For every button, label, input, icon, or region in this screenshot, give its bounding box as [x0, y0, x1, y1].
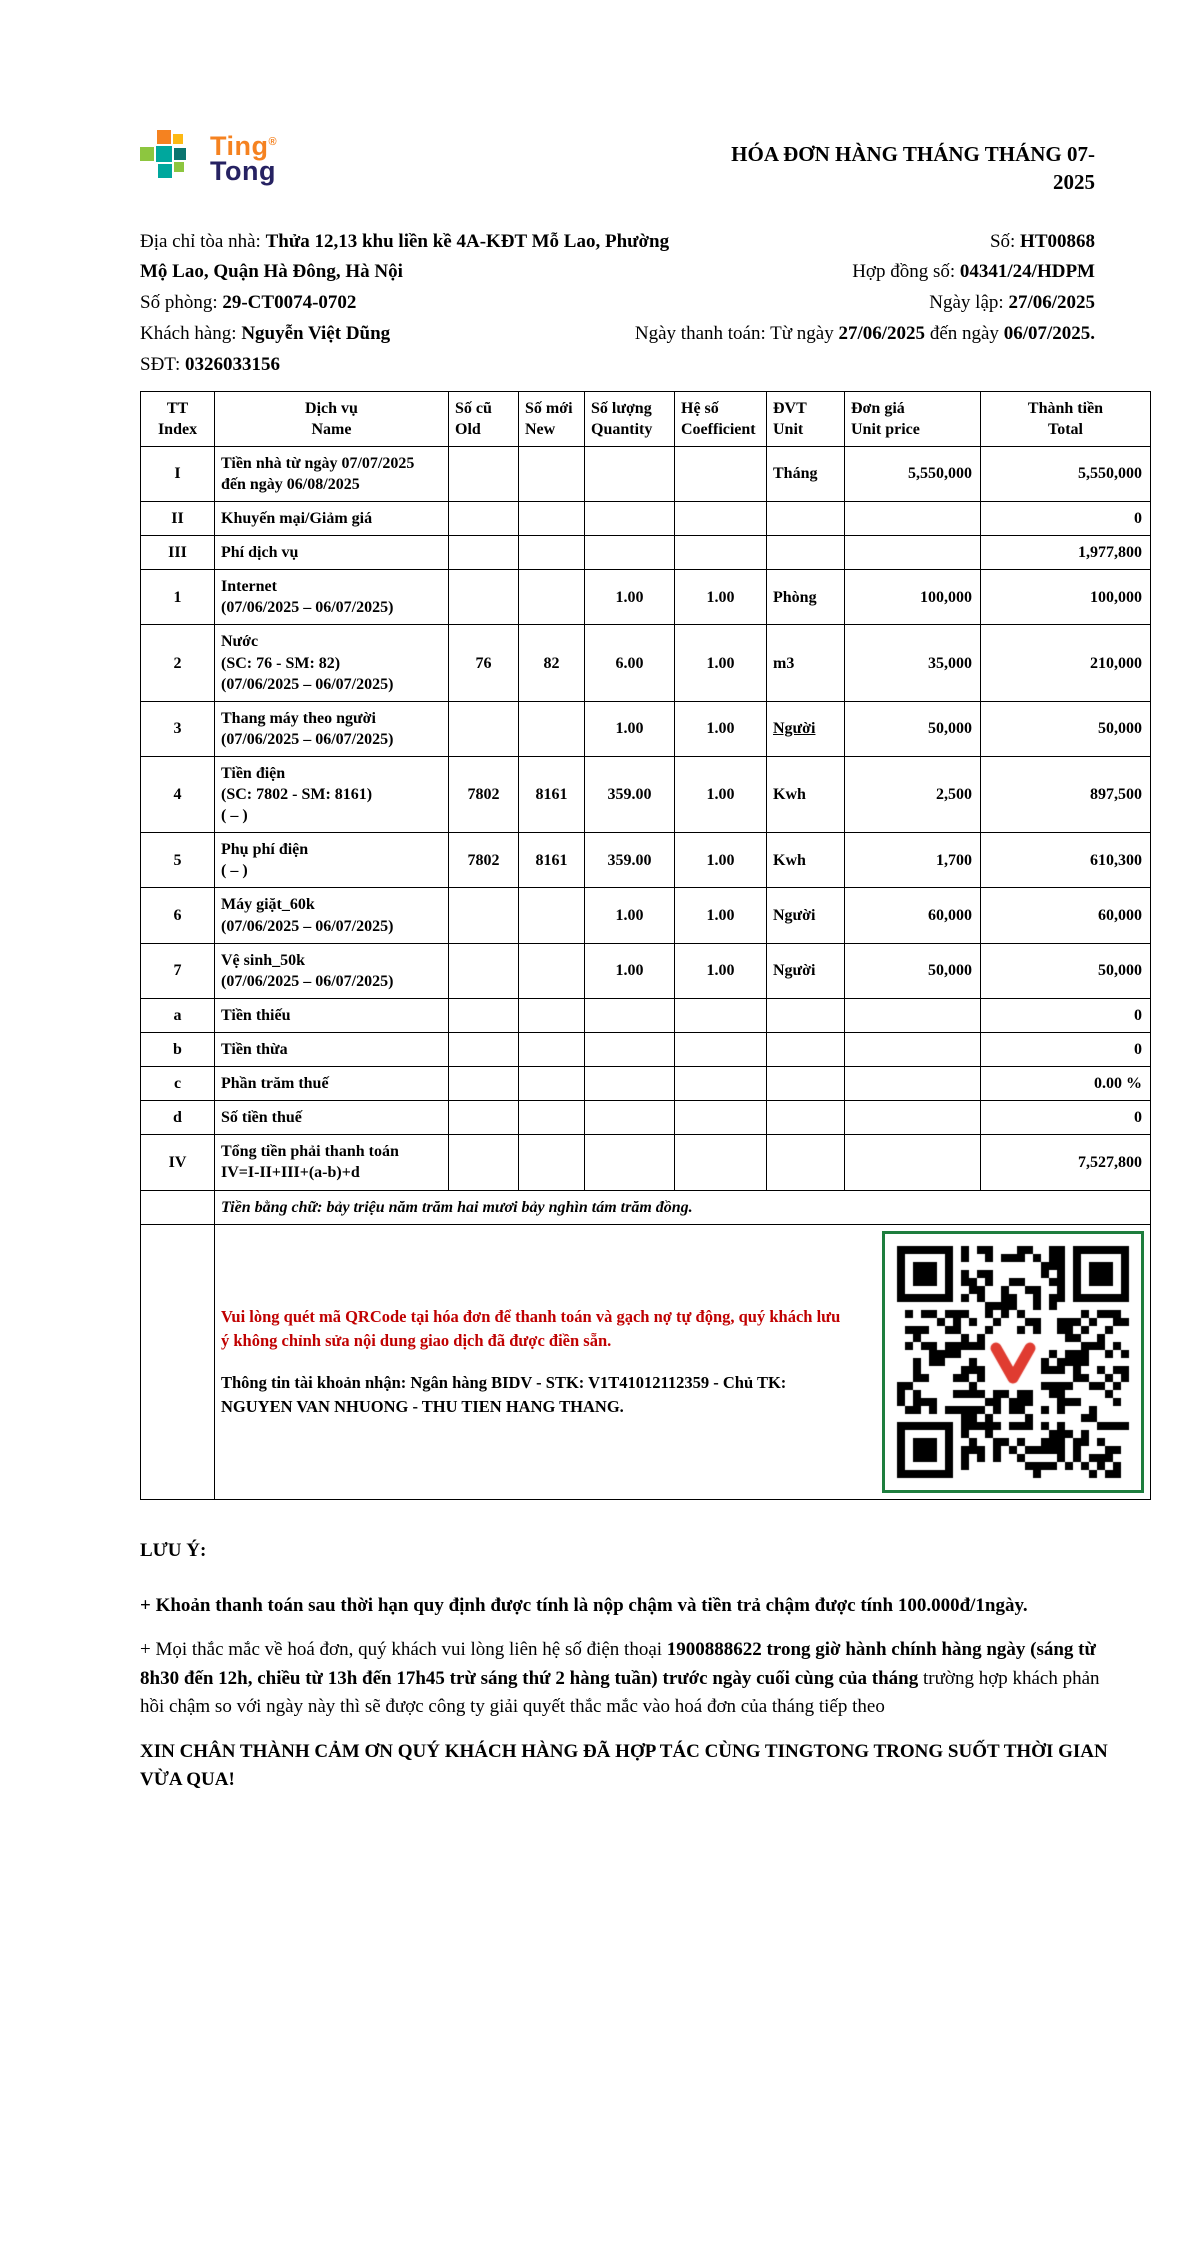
cell-unit: Phòng — [767, 570, 845, 625]
cell-qty — [585, 501, 675, 535]
table-row — [141, 756, 1151, 832]
cell-new — [519, 998, 585, 1032]
cell-total: 0 — [981, 501, 1151, 535]
cell-coef — [675, 536, 767, 570]
meta-row — [140, 288, 1095, 319]
cell-total: 1,977,800 — [981, 536, 1151, 570]
cell-tt: 5 — [141, 833, 215, 888]
payment-info-cell — [215, 1224, 1151, 1499]
cell-new — [519, 1033, 585, 1067]
cell-qty: 1.00 — [585, 888, 675, 943]
cell-name: Tiền thiếu — [215, 998, 449, 1032]
cell-name: Phí dịch vụ — [215, 536, 449, 570]
cell-price — [845, 1101, 981, 1135]
cell-new — [519, 536, 585, 570]
meta-row — [140, 319, 1095, 350]
cell-old: 7802 — [449, 833, 519, 888]
table-row — [141, 1135, 1151, 1190]
cell-tt: I — [141, 446, 215, 501]
cell-price: 5,550,000 — [845, 446, 981, 501]
cell-old — [449, 501, 519, 535]
table-row — [141, 998, 1151, 1032]
cell-unit — [767, 1135, 845, 1190]
cell-tt: 1 — [141, 570, 215, 625]
column-header: Số lượng Quantity — [585, 391, 675, 446]
cell-old: 76 — [449, 625, 519, 701]
room-number: Số phòng: 29-CT0074-0702 — [140, 292, 357, 314]
cell-tt: II — [141, 501, 215, 535]
contract-number: Hợp đồng số: 04341/24/HDPM — [852, 261, 1095, 283]
tingtong-logo-text — [210, 131, 278, 186]
cell-name: Phụ phí điện ( – ) — [215, 833, 449, 888]
meta-row — [140, 350, 1095, 381]
cell-qty — [585, 536, 675, 570]
table-row — [141, 833, 1151, 888]
cell-name: Tổng tiền phải thanh toán IV=I-II+III+(a-b)+d — [215, 1135, 449, 1190]
cell-old — [449, 943, 519, 998]
cell-old — [449, 701, 519, 756]
cell-price — [845, 501, 981, 535]
cell-qty — [585, 1101, 675, 1135]
cell-price — [845, 1033, 981, 1067]
invoice-title: HÓA ĐƠN HÀNG THÁNG THÁNG 07-2025 — [731, 142, 1095, 195]
cell-total: 0 — [981, 1033, 1151, 1067]
cell-total: 610,300 — [981, 833, 1151, 888]
cell-price: 1,700 — [845, 833, 981, 888]
cell-qty: 359.00 — [585, 756, 675, 832]
thank-you-note: XIN CHÂN THÀNH CẢM ƠN QUÝ KHÁCH HÀNG ĐÃ HỢP TÁC CÙNG TINGTONG TRONG SUỐT THỜI GIAN VỪA QUA! — [140, 1740, 1108, 1791]
cell-qty — [585, 1067, 675, 1101]
cell-tt: 2 — [141, 625, 215, 701]
table-row — [141, 888, 1151, 943]
table-row — [141, 701, 1151, 756]
cell-qty: 359.00 — [585, 833, 675, 888]
cell-total: 0 — [981, 1101, 1151, 1135]
cell-tt: 6 — [141, 888, 215, 943]
building-address-line2: Mộ Lao, Quận Hà Đông, Hà Nội — [140, 261, 403, 283]
logo-line-ting: Ting® — [210, 131, 278, 162]
cell-unit — [767, 1067, 845, 1101]
amount-in-words: Tiền bằng chữ: bảy triệu năm trăm hai mươi bảy nghìn tám trăm đồng. — [215, 1190, 1151, 1224]
cell-qty — [585, 998, 675, 1032]
logo-line-tong: Tong — [210, 156, 276, 186]
invoice-table — [140, 391, 1151, 1500]
qr-code — [882, 1231, 1144, 1493]
tingtong-logo — [140, 130, 277, 188]
qr-row — [141, 1224, 1151, 1499]
cell-new — [519, 1101, 585, 1135]
cell-name: Vệ sinh_50k (07/06/2025 – 06/07/2025) — [215, 943, 449, 998]
table-row — [141, 625, 1151, 701]
cell-old — [449, 1033, 519, 1067]
column-header: Số mới New — [519, 391, 585, 446]
cell-name: Thang máy theo người (07/06/2025 – 06/07/2025) — [215, 701, 449, 756]
cell-price — [845, 1135, 981, 1190]
cell-total: 7,527,800 — [981, 1135, 1151, 1190]
bank-account-info: Thông tin tài khoản nhận: Ngân hàng BIDV - STK: V1T41012112359 - Chủ TK: NGUYEN VAN NHUONG - THU TIEN HANG THANG. — [221, 1372, 787, 1416]
table-row — [141, 570, 1151, 625]
payment-texts — [221, 1305, 848, 1419]
cell-name: Máy giặt_60k (07/06/2025 – 06/07/2025) — [215, 888, 449, 943]
cell-unit — [767, 1101, 845, 1135]
column-header: Hệ số Coefficient — [675, 391, 767, 446]
cell-unit — [767, 1033, 845, 1067]
cell-total: 50,000 — [981, 943, 1151, 998]
issue-date: Ngày lập: 27/06/2025 — [929, 292, 1095, 314]
cell-total: 60,000 — [981, 888, 1151, 943]
tingtong-logo-icon — [140, 130, 200, 188]
cell-price: 35,000 — [845, 625, 981, 701]
cell-price — [845, 1067, 981, 1101]
table-row — [141, 1067, 1151, 1101]
cell-unit: Người — [767, 701, 845, 756]
cell-tt: b — [141, 1033, 215, 1067]
cell-qty — [585, 1033, 675, 1067]
cell-price: 60,000 — [845, 888, 981, 943]
table-row — [141, 943, 1151, 998]
customer-phone: SĐT: 0326033156 — [140, 353, 280, 375]
amount-in-words-row — [141, 1190, 1151, 1224]
cell-tt: 4 — [141, 756, 215, 832]
cell-name: Internet (07/06/2025 – 06/07/2025) — [215, 570, 449, 625]
table-row — [141, 536, 1151, 570]
cell-coef: 1.00 — [675, 701, 767, 756]
cell-coef — [675, 1067, 767, 1101]
cell-coef: 1.00 — [675, 888, 767, 943]
cell-new — [519, 1067, 585, 1101]
cell-new: 8161 — [519, 833, 585, 888]
invoice-meta — [140, 227, 1095, 381]
cell-new — [519, 888, 585, 943]
cell-coef: 1.00 — [675, 625, 767, 701]
cell-new — [519, 446, 585, 501]
column-header: Dịch vụ Name — [215, 391, 449, 446]
cell-old — [449, 446, 519, 501]
cell-qty — [585, 446, 675, 501]
cell-coef — [675, 501, 767, 535]
cell-coef: 1.00 — [675, 570, 767, 625]
cell-price: 2,500 — [845, 756, 981, 832]
cell-coef — [675, 1033, 767, 1067]
cell-new — [519, 570, 585, 625]
cell-unit: Người — [767, 888, 845, 943]
late-payment-note: + Khoản thanh toán sau thời hạn quy định được tính là nộp chậm và tiền trả chậm được tính 100.000đ/1ngày. — [140, 1594, 1028, 1616]
cell-coef — [675, 446, 767, 501]
table-row — [141, 501, 1151, 535]
cell-coef: 1.00 — [675, 833, 767, 888]
cell-qty: 1.00 — [585, 701, 675, 756]
cell-name: Số tiền thuế — [215, 1101, 449, 1135]
cell-price — [845, 536, 981, 570]
cell-unit — [767, 998, 845, 1032]
cell-old — [449, 570, 519, 625]
cell-coef — [675, 998, 767, 1032]
cell-unit — [767, 536, 845, 570]
cell-empty — [141, 1190, 215, 1224]
cell-tt: 3 — [141, 701, 215, 756]
table-row — [141, 446, 1151, 501]
cell-new: 8161 — [519, 756, 585, 832]
cell-old — [449, 1135, 519, 1190]
cell-tt: a — [141, 998, 215, 1032]
cell-tt: III — [141, 536, 215, 570]
cell-tt: IV — [141, 1135, 215, 1190]
table-row — [141, 1101, 1151, 1135]
cell-name: Nước (SC: 76 - SM: 82) (07/06/2025 – 06/07/2025) — [215, 625, 449, 701]
cell-name: Tiền điện (SC: 7802 - SM: 8161) ( – ) — [215, 756, 449, 832]
cell-price — [845, 998, 981, 1032]
cell-old — [449, 888, 519, 943]
table-row — [141, 1033, 1151, 1067]
column-header: Đơn giá Unit price — [845, 391, 981, 446]
cell-old — [449, 1067, 519, 1101]
cell-unit: Tháng — [767, 446, 845, 501]
cell-name: Phần trăm thuế — [215, 1067, 449, 1101]
cell-old: 7802 — [449, 756, 519, 832]
cell-coef — [675, 1135, 767, 1190]
customer-name: Khách hàng: Nguyễn Việt Dũng — [140, 322, 391, 344]
building-address-line1: Địa chỉ tòa nhà: Thửa 12,13 khu liền kề 4A-KĐT Mỗ Lao, Phường — [140, 230, 670, 252]
notes-label: LƯU Ý: — [140, 1539, 207, 1561]
invoice-table-body — [141, 446, 1151, 1190]
invoice-table-footer — [141, 1190, 1151, 1499]
qr-payment-notice: Vui lòng quét mã QRCode tại hóa đơn để thanh toán và gạch nợ tự động, quý khách lưu ý không chỉnh sửa nội dung giao dịch đã được điền sẵn. — [221, 1306, 841, 1350]
cell-new — [519, 943, 585, 998]
cell-qty — [585, 1135, 675, 1190]
cell-total: 50,000 — [981, 701, 1151, 756]
cell-price: 100,000 — [845, 570, 981, 625]
cell-total: 897,500 — [981, 756, 1151, 832]
invoice-number: Số: HT00868 — [989, 230, 1095, 252]
cell-qty: 1.00 — [585, 943, 675, 998]
cell-tt: c — [141, 1067, 215, 1101]
column-header: Số cũ Old — [449, 391, 519, 446]
cell-empty — [141, 1224, 215, 1499]
cell-name: Khuyến mại/Giảm giá — [215, 501, 449, 535]
cell-unit — [767, 501, 845, 535]
footer-notes — [140, 1540, 1115, 1795]
cell-price: 50,000 — [845, 943, 981, 998]
cell-name: Tiền nhà từ ngày 07/07/2025 đến ngày 06/08/2025 — [215, 446, 449, 501]
cell-total: 100,000 — [981, 570, 1151, 625]
cell-unit: Người — [767, 943, 845, 998]
table-header-row — [141, 391, 1151, 446]
cell-old — [449, 998, 519, 1032]
cell-coef: 1.00 — [675, 943, 767, 998]
cell-coef — [675, 1101, 767, 1135]
meta-row — [140, 227, 1095, 258]
cell-new: 82 — [519, 625, 585, 701]
column-header: ĐVT Unit — [767, 391, 845, 446]
cell-unit: Kwh — [767, 833, 845, 888]
cell-total: 0 — [981, 998, 1151, 1032]
cell-tt: 7 — [141, 943, 215, 998]
cell-old — [449, 536, 519, 570]
qr-code-image — [889, 1238, 1137, 1486]
cell-coef: 1.00 — [675, 756, 767, 832]
cell-total: 210,000 — [981, 625, 1151, 701]
cell-new — [519, 501, 585, 535]
cell-name: Tiền thừa — [215, 1033, 449, 1067]
column-header: Thành tiền Total — [981, 391, 1151, 446]
cell-new — [519, 1135, 585, 1190]
cell-qty: 6.00 — [585, 625, 675, 701]
cell-total: 0.00 % — [981, 1067, 1151, 1101]
payment-period: Ngày thanh toán: Từ ngày 27/06/2025 đến ngày 06/07/2025. — [634, 322, 1095, 344]
cell-old — [449, 1101, 519, 1135]
cell-total: 5,550,000 — [981, 446, 1151, 501]
cell-qty: 1.00 — [585, 570, 675, 625]
cell-price: 50,000 — [845, 701, 981, 756]
cell-new — [519, 701, 585, 756]
cell-unit: m3 — [767, 625, 845, 701]
meta-row — [140, 257, 1095, 288]
contact-note: + Mọi thắc mắc về hoá đơn, quý khách vui lòng liên hệ số điện thoại 1900888622 trong giờ hành chính hàng ngày (sáng từ 8h30 đến 12h, chiều từ 13h đến 17h45 trừ sáng thứ 2 hàng tuần) trước ngày cuối cùng của tháng trường hợp khách phản hồi chậm so với ngày này thì sẽ được công ty giải quyết thắc mắc vào hoá đơn của tháng tiếp theo — [140, 1639, 1100, 1718]
column-header: TT Index — [141, 391, 215, 446]
page-header — [0, 0, 1200, 197]
cell-tt: d — [141, 1101, 215, 1135]
cell-unit: Kwh — [767, 756, 845, 832]
